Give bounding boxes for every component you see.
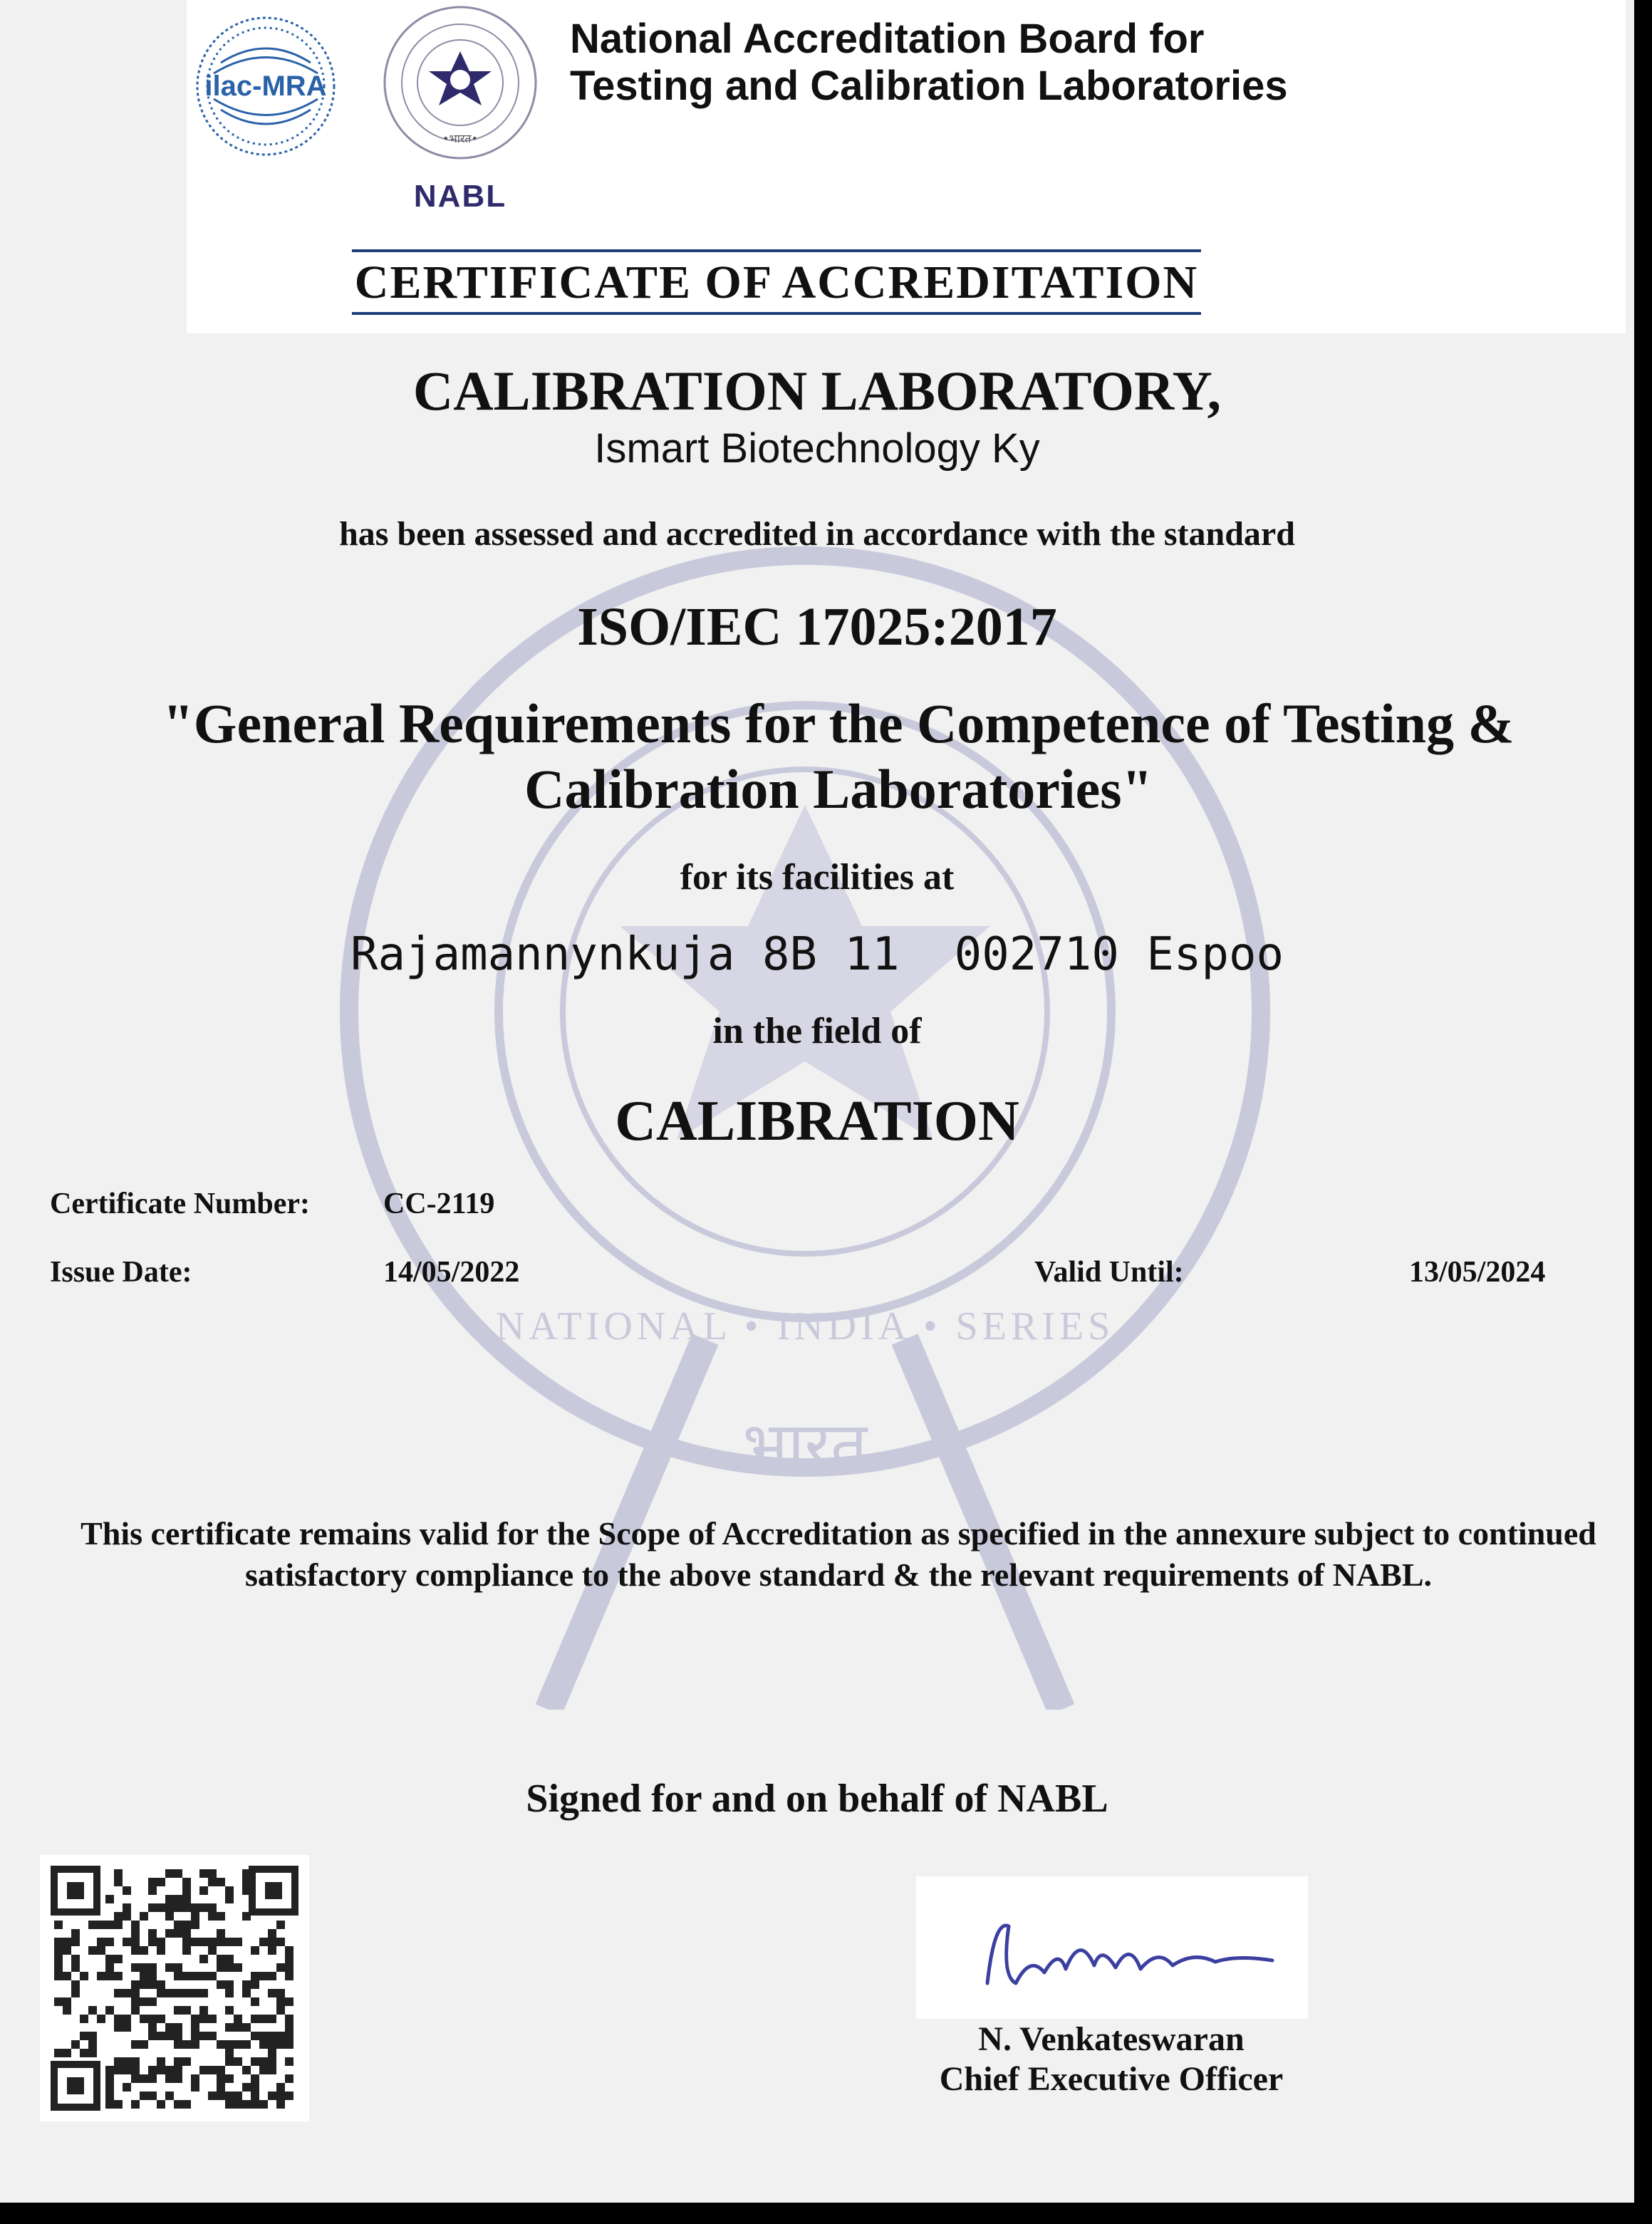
board-title: National Accreditation Board for Testing and Calibration Laboratories [570,16,1288,109]
heading-rule-top [352,249,1201,252]
standard-code: ISO/IEC 17025:2017 [577,597,1057,657]
certificate-number: CC-2119 [383,1188,495,1220]
nabl-seal-text: •भारत• [442,132,478,145]
issue-date: 14/05/2022 [383,1256,520,1289]
certificate-number-label: Certificate Number: [50,1188,310,1220]
assessed-statement: has been assessed and accredited in accordance with the standard [339,515,1295,553]
ilac-mra-logo [192,13,339,160]
watermark-ring-text: NATIONAL • INDIA • SERIES [495,1304,1115,1349]
heading-rule-bottom [352,312,1201,315]
accreditation-field: CALIBRATION [615,1090,1019,1153]
ilac-logo-text: ilac-MRA [204,71,327,102]
certificate-heading: CERTIFICATE OF ACCREDITATION [354,256,1199,308]
lab-name: CALIBRATION LABORATORY, [412,360,1222,422]
signature [916,1876,1308,2019]
signed-on-behalf: Signed for and on behalf of NABL [526,1777,1108,1821]
qr-code [40,1855,309,2121]
facility-address: Rajamannynkuja 8B 11 002710 Espoo [350,928,1284,981]
signer-title: Chief Executive Officer [939,2060,1284,2098]
issue-date-label: Issue Date: [50,1256,192,1289]
nabl-logo-text: NABL [413,179,507,214]
validity-statement: This certificate remains valid for the Scope of Accreditation as specified in the annexure subject to continued satisfactory compliance to the above standard & the relevant requirements of NABL. [80,1515,1596,1593]
field-intro: in the field of [712,1011,922,1051]
nabl-logo [378,0,543,214]
valid-until-date: 13/05/2024 [1409,1256,1546,1289]
facilities-intro: for its facilities at [680,857,955,898]
company-name: Ismart Biotechnology Ky [594,425,1040,472]
signer-name: N. Venkateswaran [978,2020,1245,2058]
standard-title: "General Requirements for the Competence of Testing & Calibration Laboratories" [162,692,1515,820]
watermark-bottom-text: भारत [742,1408,868,1483]
valid-until-label: Valid Until: [1034,1256,1184,1289]
